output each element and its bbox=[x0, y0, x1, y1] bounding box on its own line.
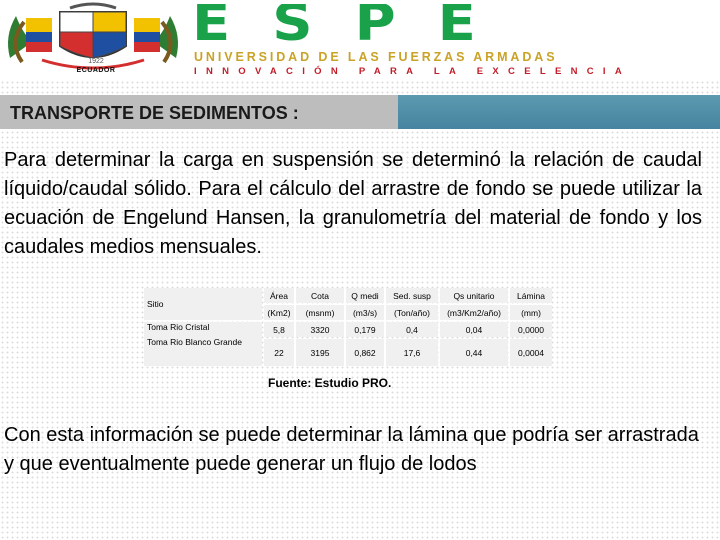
table-cell: 0,862 bbox=[346, 339, 384, 366]
table-cell: 3195 bbox=[296, 339, 344, 366]
table-cell: 0,4 bbox=[386, 322, 438, 337]
seal-year: 1922 bbox=[88, 58, 104, 65]
table-cell: 0,0004 bbox=[510, 339, 552, 366]
table-header-area: Área bbox=[264, 288, 294, 303]
table-header-sed-susp: Sed. susp bbox=[386, 288, 438, 303]
table-site-cell bbox=[144, 322, 262, 366]
table-unit-cell: (m3/s) bbox=[346, 305, 384, 320]
table-row bbox=[144, 322, 552, 337]
table-header-row bbox=[144, 288, 552, 303]
table-cell: 0,179 bbox=[346, 322, 384, 337]
intro-paragraph: Para determinar la carga en suspensión se determinó la relación de caudal líquido/caudal sólido. Para el cálculo del arrastre de fondo se puede utilizar la ecuación de Engelund Hansen, la granulometría del material de fondo y los caudales medios mensuales. bbox=[4, 149, 702, 258]
conclusion-paragraph: Con esta información se puede determinar la lámina que podría ser arrastrada y que eventualmente puede generar un flujo de lodos bbox=[4, 424, 699, 475]
table-header-qs-unitario: Qs unitario bbox=[440, 288, 508, 303]
table-unit-cell: (Ton/año) bbox=[386, 305, 438, 320]
table-header-cota: Cota bbox=[296, 288, 344, 303]
brand-name: ESPE bbox=[192, 4, 518, 44]
university-name: UNIVERSIDAD DE LAS FUERZAS ARMADAS bbox=[194, 50, 558, 64]
table-unit-cell: (msnm) bbox=[296, 305, 344, 320]
table-cell: 3320 bbox=[296, 322, 344, 337]
table-cell: 5,8 bbox=[264, 322, 294, 337]
table-unit-cell: (m3/Km2/año) bbox=[440, 305, 508, 320]
university-motto: INNOVACIÓN PARA LA EXCELENCIA bbox=[194, 66, 632, 77]
table-header-qmedi: Q medi bbox=[346, 288, 384, 303]
sediment-table bbox=[142, 286, 554, 368]
table-cell: 22 bbox=[264, 339, 294, 366]
table-unit-cell: (mm) bbox=[510, 305, 552, 320]
table-header-sitio: Sitio bbox=[144, 288, 262, 320]
table-cell: 0,04 bbox=[440, 322, 508, 337]
table-cell: 0,0000 bbox=[510, 322, 552, 337]
seal-caption: ECUADOR bbox=[76, 67, 116, 74]
site-name: Toma Rio Blanco Grande bbox=[147, 337, 242, 347]
site-name: Toma Rio Cristal bbox=[147, 322, 210, 332]
table-cell: 0,44 bbox=[440, 339, 508, 366]
section-title: TRANSPORTE DE SEDIMENTOS : bbox=[10, 103, 299, 123]
table-source: Fuente: Estudio PRO. bbox=[268, 376, 392, 390]
table-header-lamina: Lámina bbox=[510, 288, 552, 303]
table-cell: 17,6 bbox=[386, 339, 438, 366]
table-unit-cell: (Km2) bbox=[264, 305, 294, 320]
